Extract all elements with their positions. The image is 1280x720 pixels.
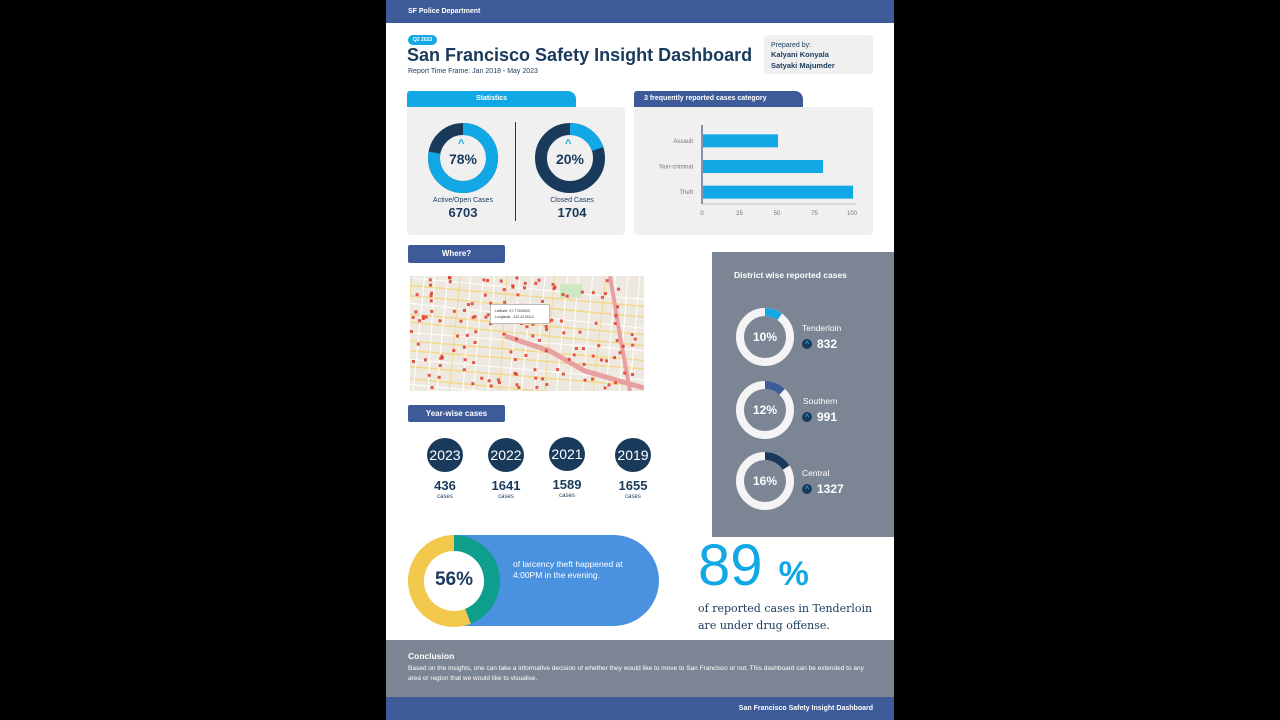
- incident-marker: [484, 294, 487, 297]
- incident-marker: [498, 381, 501, 384]
- incident-marker: [583, 363, 586, 366]
- year-circle: 2022: [488, 438, 524, 472]
- incident-marker: [545, 328, 548, 331]
- incident-marker: [439, 364, 442, 367]
- up-arrow-icon: ^: [458, 138, 465, 150]
- incident-marker: [516, 293, 519, 296]
- page-title: San Francisco Safety Insight Dashboard: [407, 45, 753, 65]
- category-bar-chart: [634, 107, 873, 235]
- larceny-text: of larcency theft happened at 4:00PM in the evening.: [513, 559, 623, 580]
- active-label: Active/Open Cases: [433, 197, 493, 204]
- category-chart-header: 3 frequently reported cases category: [634, 91, 803, 107]
- incident-marker: [515, 337, 518, 340]
- district-2-slice: [765, 456, 786, 468]
- incident-marker: [604, 292, 607, 295]
- incident-marker: [581, 291, 584, 294]
- map-street: [437, 276, 448, 391]
- closed-cases-slice: [570, 129, 598, 149]
- year-unit: cases: [437, 494, 453, 500]
- bottom-bar: [386, 697, 894, 720]
- incident-marker: [616, 339, 619, 342]
- incident-marker: [467, 303, 470, 306]
- incident-marker: [509, 350, 512, 353]
- incident-marker: [575, 347, 578, 350]
- incident-marker: [562, 373, 565, 376]
- district-name: Southern: [803, 396, 838, 406]
- incident-marker: [513, 372, 516, 375]
- drug-offense-text: of reported cases in Tenderloin are under drug offense.: [698, 602, 873, 632]
- up-arrow-icon: ^: [802, 484, 812, 494]
- conclusion-title: Conclusion: [408, 651, 455, 661]
- author-name: Satyaki Majumder: [771, 61, 835, 70]
- incident-marker: [438, 319, 441, 322]
- popup-latitude: Latitude: 37.77303600,: [495, 309, 531, 313]
- incident-marker: [592, 355, 595, 358]
- incident-marker: [429, 284, 432, 287]
- incident-marker: [474, 315, 477, 318]
- bar-label: Theft: [679, 190, 693, 197]
- drug-offense-value: 89: [698, 533, 763, 598]
- incident-marker: [418, 319, 421, 322]
- report-timeframe: Report Time Frame: Jan 2018 - May 2023: [408, 68, 538, 75]
- active-percent: 78%: [448, 151, 478, 167]
- incident-marker: [606, 279, 609, 282]
- incident-marker: [431, 386, 434, 389]
- incident-marker: [616, 305, 619, 308]
- incident-marker: [412, 316, 415, 319]
- map-street: [473, 276, 483, 391]
- incident-marker: [583, 379, 586, 382]
- prepared-by-box: [764, 35, 873, 74]
- incident-marker: [534, 368, 537, 371]
- incident-marker: [463, 368, 466, 371]
- incident-marker: [471, 302, 474, 305]
- incident-marker: [500, 280, 503, 283]
- incident-marker: [552, 283, 555, 286]
- incident-marker: [490, 384, 493, 387]
- district-name: Central: [802, 468, 830, 478]
- district-count: 832: [817, 337, 838, 351]
- top-bar: [386, 0, 894, 23]
- incident-marker: [631, 373, 634, 376]
- incident-marker: [617, 288, 620, 291]
- incident-marker: [474, 341, 477, 344]
- district-count: 1327: [817, 482, 844, 496]
- up-arrow-icon: ^: [802, 339, 812, 349]
- incident-marker: [618, 351, 621, 354]
- year-stat: [415, 438, 475, 500]
- incident-marker: [614, 314, 617, 317]
- incident-marker: [486, 279, 489, 282]
- year-unit: cases: [625, 494, 641, 500]
- incident-marker: [417, 343, 420, 346]
- x-tick-label: 0: [700, 211, 704, 217]
- incident-marker: [424, 358, 427, 361]
- drug-offense-stat: [698, 532, 809, 599]
- incident-marker: [438, 376, 441, 379]
- incident-marker: [430, 292, 433, 295]
- incident-marker: [459, 320, 462, 323]
- incident-marker: [562, 331, 565, 334]
- incident-marker: [412, 360, 415, 363]
- incident-marker: [545, 325, 548, 328]
- incident-marker: [428, 374, 431, 377]
- year-circle: 2021: [549, 437, 585, 471]
- incident-marker: [515, 383, 518, 386]
- incident-marker: [614, 322, 617, 325]
- year-count: 436: [434, 478, 456, 493]
- incident-marker: [448, 276, 451, 279]
- x-tick-label: 100: [846, 211, 858, 217]
- year-circle: 2019: [615, 438, 651, 472]
- author-name: Kalyani Konyala: [771, 50, 829, 59]
- incident-marker: [582, 347, 585, 350]
- district-1-slice: [765, 385, 782, 392]
- incident-marker: [535, 386, 538, 389]
- incident-marker: [538, 279, 541, 282]
- active-cases-stat: [413, 197, 513, 220]
- incident-marker: [600, 358, 603, 361]
- incident-marker: [466, 334, 469, 337]
- incident-marker: [482, 278, 485, 281]
- incident-marker: [545, 349, 548, 352]
- district-percent: 12%: [752, 403, 778, 417]
- year-circle: 2023: [427, 438, 463, 472]
- up-arrow-icon: ^: [802, 412, 812, 422]
- incident-marker: [515, 276, 518, 279]
- incident-marker: [430, 310, 433, 313]
- bar-label: Non-criminal: [659, 164, 693, 171]
- incident-marker: [440, 355, 443, 358]
- incident-marker: [497, 378, 500, 381]
- incident-marker: [592, 291, 595, 294]
- incident-marker: [604, 386, 607, 389]
- incident-marker: [430, 299, 433, 302]
- incident-marker: [534, 377, 537, 380]
- org-name: SF Police Department: [408, 8, 481, 15]
- incident-marker: [526, 325, 529, 328]
- map-streets: [410, 276, 644, 391]
- incident-marker: [480, 377, 483, 380]
- incident-marker: [560, 319, 563, 322]
- x-tick-label: 75: [811, 211, 818, 217]
- active-count: 6703: [448, 205, 478, 220]
- year-unit: cases: [559, 493, 575, 499]
- incident-marker: [553, 287, 556, 290]
- incident-marker: [449, 280, 452, 283]
- year-stat: [603, 438, 663, 500]
- incident-marker: [597, 344, 600, 347]
- bar-label: Assault: [673, 138, 693, 145]
- closed-count: 1704: [557, 205, 587, 220]
- year-count: 1641: [491, 478, 521, 493]
- prepared-by-label: Prepared by:: [771, 42, 812, 49]
- incident-marker: [429, 278, 432, 281]
- incident-marker: [545, 383, 548, 386]
- incident-marker: [453, 310, 456, 313]
- incident-marker: [502, 333, 505, 336]
- incident-marker: [634, 338, 637, 341]
- incident-marker: [471, 382, 474, 385]
- incident-marker: [591, 378, 594, 381]
- incident-marker: [524, 282, 527, 285]
- district-0-slice: [765, 312, 780, 317]
- incident-marker: [511, 286, 514, 289]
- incident-marker: [464, 358, 467, 361]
- x-tick-label: 25: [736, 211, 743, 217]
- incident-marker: [534, 282, 537, 285]
- incident-marker: [562, 293, 565, 296]
- quarter-badge: Q2 2023: [408, 35, 437, 45]
- incident-marker: [578, 331, 581, 334]
- incident-marker: [531, 335, 534, 338]
- dashboard-page: [386, 0, 894, 720]
- incident-marker: [541, 377, 544, 380]
- incident-marker: [456, 335, 459, 338]
- incident-marker: [631, 344, 634, 347]
- incident-marker: [416, 293, 419, 296]
- incident-marker: [613, 356, 616, 359]
- district-title: District wise reported cases: [734, 270, 847, 280]
- year-stat: [537, 437, 597, 499]
- crime-map[interactable]: [410, 276, 644, 391]
- map-street: [545, 276, 555, 391]
- incident-marker: [517, 386, 520, 389]
- year-stat: [476, 438, 536, 500]
- incident-marker: [452, 349, 455, 352]
- statistics-header: Statistics: [407, 91, 576, 107]
- drug-offense-unit: %: [778, 555, 809, 593]
- district-percent: 10%: [752, 330, 778, 344]
- incident-marker: [631, 333, 634, 336]
- up-arrow-icon: ^: [565, 138, 572, 150]
- incident-marker: [614, 381, 617, 384]
- incident-marker: [410, 330, 413, 333]
- district-panel: [712, 252, 894, 537]
- incident-marker: [541, 300, 544, 303]
- footer-title: San Francisco Safety Insight Dashboard: [738, 705, 873, 712]
- incident-marker: [414, 310, 417, 313]
- incident-marker: [566, 295, 569, 298]
- incident-marker: [538, 339, 541, 342]
- closed-label: Closed Cases: [550, 197, 594, 204]
- bar: [703, 186, 853, 199]
- district-count: 991: [817, 410, 838, 424]
- bar: [703, 160, 823, 173]
- incident-marker: [463, 309, 466, 312]
- incident-marker: [601, 296, 604, 299]
- incident-marker: [605, 359, 608, 362]
- incident-marker: [556, 368, 559, 371]
- incident-marker: [422, 315, 425, 318]
- year-count: 1655: [618, 478, 648, 493]
- incident-marker: [472, 361, 475, 364]
- district-percent: 16%: [752, 474, 778, 488]
- x-tick-label: 50: [773, 211, 781, 217]
- incident-marker: [503, 288, 506, 291]
- bar: [703, 134, 778, 147]
- incident-marker: [622, 345, 625, 348]
- closed-percent: 20%: [555, 151, 585, 167]
- map-street: [449, 276, 460, 391]
- district-name: Tenderloin: [802, 323, 842, 333]
- incident-marker: [573, 353, 576, 356]
- map-location-popup: [490, 304, 550, 324]
- incident-marker: [474, 330, 477, 333]
- map-street: [535, 276, 545, 391]
- incident-marker: [595, 322, 598, 325]
- larceny-percent: 56%: [434, 569, 474, 590]
- incident-marker: [607, 383, 610, 386]
- incident-marker: [425, 315, 428, 318]
- popup-longitude: Longitude: -122.4219412: [495, 315, 534, 319]
- closed-cases-stat: [522, 197, 622, 220]
- incident-marker: [623, 372, 626, 375]
- divider: [515, 122, 516, 221]
- incident-marker: [463, 346, 466, 349]
- map-street: [463, 276, 471, 391]
- incident-marker: [568, 358, 571, 361]
- conclusion-text: Based on the insights, one can take a informative decision of whether they would like to move to San Francisco or not. This dashboard can be extended to any area or region that we would like to visualise.: [408, 665, 864, 682]
- incident-marker: [524, 354, 527, 357]
- where-header: Where?: [408, 245, 505, 263]
- year-count: 1589: [552, 477, 582, 492]
- incident-marker: [550, 319, 553, 322]
- incident-marker: [514, 358, 517, 361]
- yearwise-header: Year-wise cases: [408, 405, 505, 422]
- year-unit: cases: [498, 494, 514, 500]
- conclusion-section: [386, 640, 894, 697]
- incident-marker: [523, 286, 526, 289]
- incident-marker: [488, 379, 491, 382]
- map-street: [410, 276, 412, 391]
